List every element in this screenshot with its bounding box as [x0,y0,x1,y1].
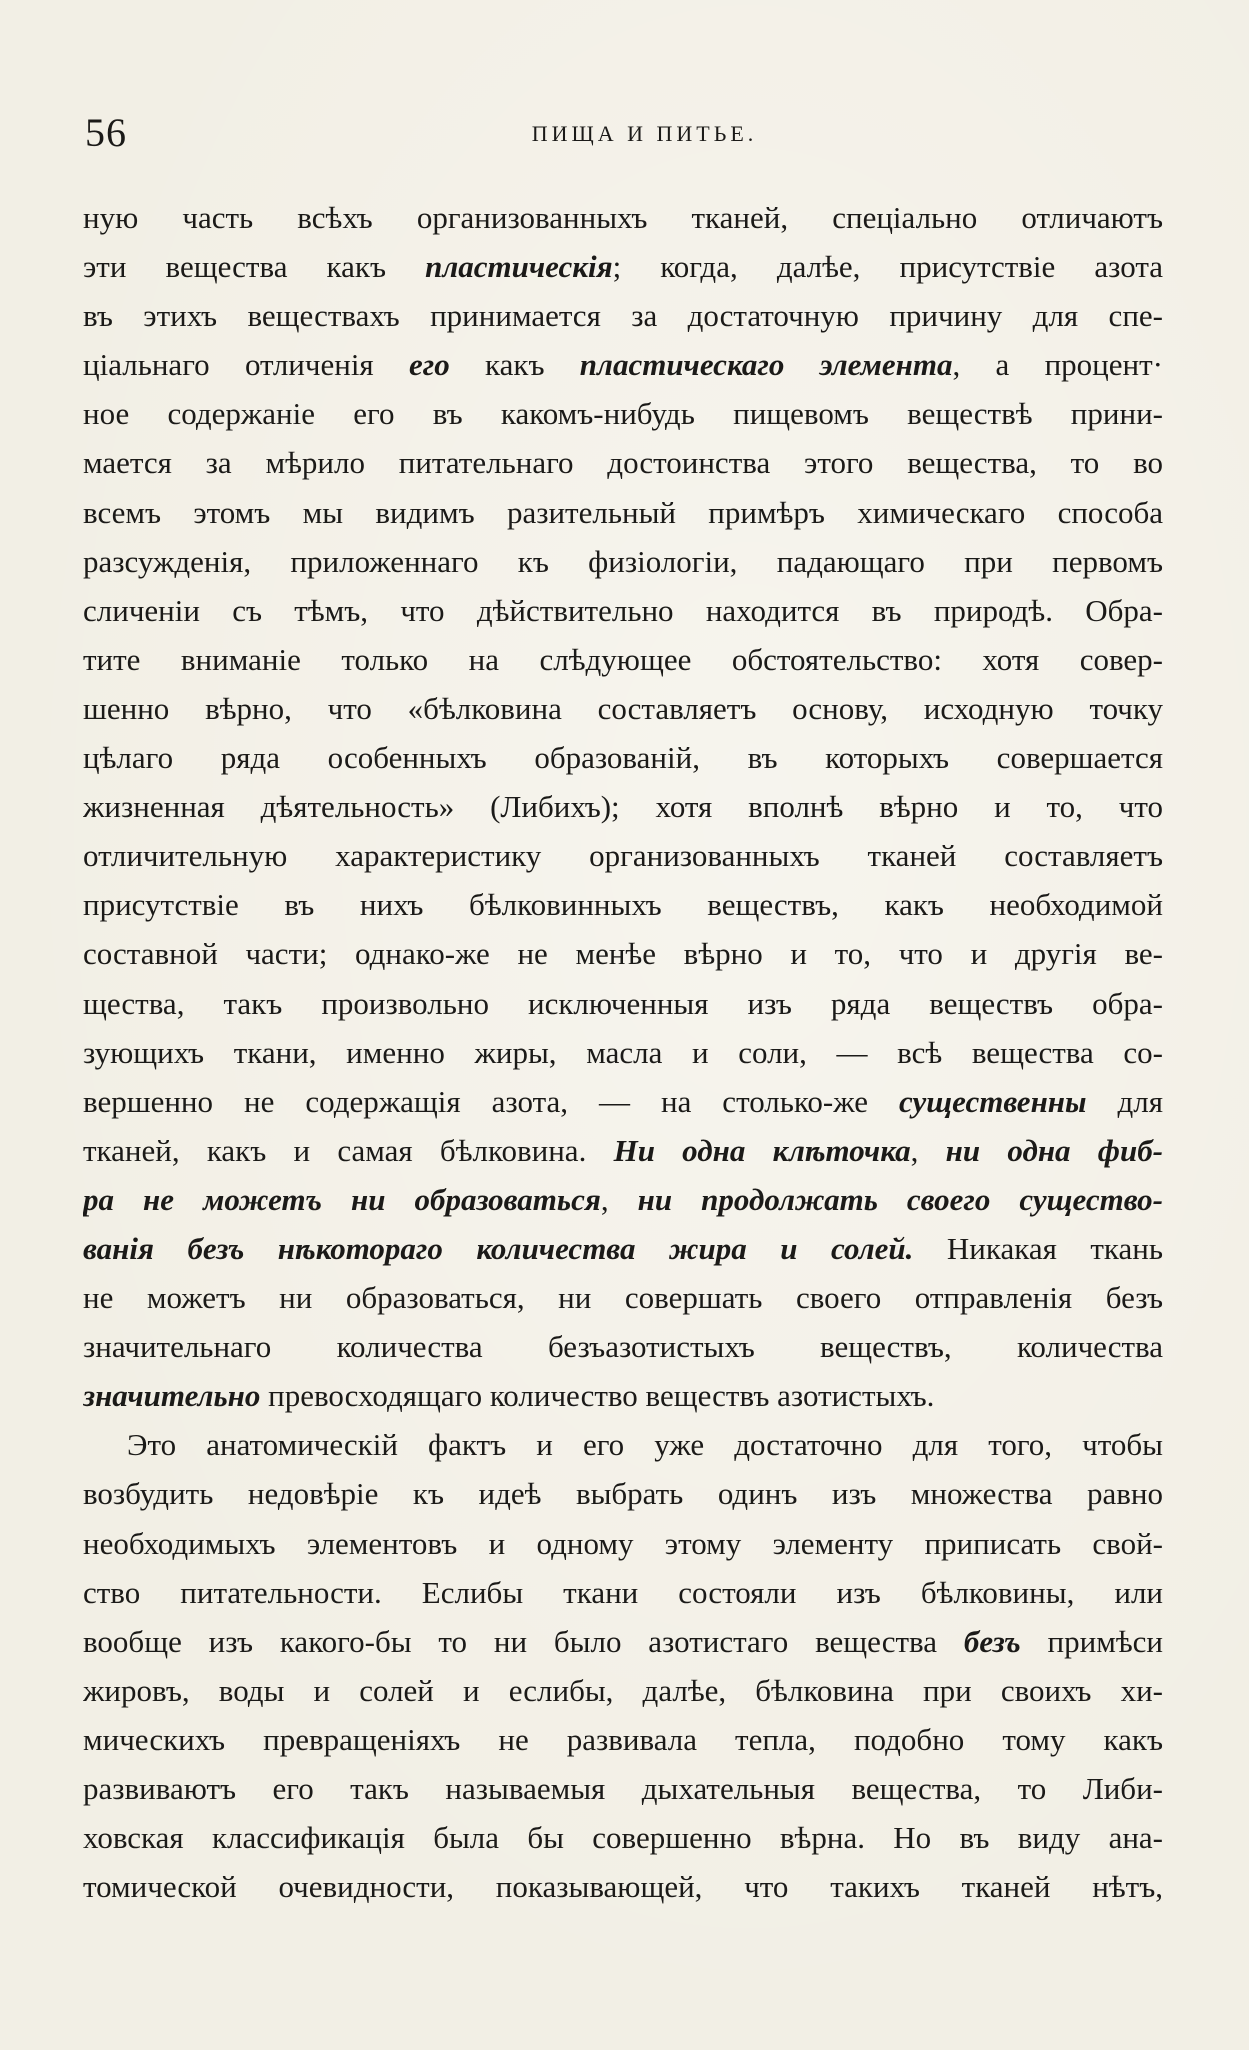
text-line: ство питательности. Еслибы ткани состояли изъ бѣлковины, или [83,1574,1163,1610]
text-line: вообще изъ какого-бы то ни было азотистаго вещества безъ примѣси [83,1623,1163,1659]
text-line: отличительную характеристику организованныхъ тканей составляетъ [83,838,1163,874]
emphasis: пластическія [425,249,613,285]
text-line: тите вниманіе только на слѣдующее обстоятельство: хотя совер- [83,641,1163,677]
text-line: тканей, какъ и самая бѣлковина. Ни одна клѣточка, ни одна фиб- [83,1132,1163,1168]
emphasis: пластическаго элемента [579,347,953,383]
text-line: мическихъ превращеніяхъ не развивала тепла, подобно тому какъ [83,1721,1163,1757]
emphasis: существенны [898,1083,1087,1119]
text-line: ное содержаніе его въ какомъ-нибудь пищевомъ веществѣ прини- [83,396,1163,432]
text-line: жировъ, воды и солей и еслибы, далѣе, бѣлковина при своихъ хи- [83,1672,1163,1708]
text-line: жизненная дѣятельность» (Либихъ); хотя вполнѣ вѣрно и то, что [83,789,1163,825]
text-line: сличеніи съ тѣмъ, что дѣйствительно находится въ природѣ. Обра- [83,592,1163,628]
text-line: разсужденія, приложеннаго къ физіологіи, падающаго при первомъ [83,543,1163,579]
text-line: вершенно не содержащія азота, — на столько-же существенны для [83,1083,1163,1119]
text-line: присутствіе въ нихъ бѣлковинныхъ веществъ, какъ необходимой [83,887,1163,923]
text-line: эти вещества какъ пластическія; когда, далѣе, присутствіе азота [83,249,1163,285]
text-line: цѣлаго ряда особенныхъ образованій, въ которыхъ совершается [83,740,1163,776]
text-line: мается за мѣрило питательнаго достоинства этого вещества, то во [83,445,1163,481]
text-line: ра не можетъ ни образоваться, ни продолжать своего существо- [83,1181,1163,1217]
text-line: необходимыхъ элементовъ и одному этому элементу приписать свой- [83,1525,1163,1561]
text-line: шенно вѣрно, что «бѣлковина составляетъ основу, исходную точку [83,690,1163,726]
emphasis: ра не можетъ ни образоваться [83,1181,601,1217]
text-line: ную часть всѣхъ организованныхъ тканей, спеціально отличаютъ [83,200,1163,235]
text-line: ванія безъ нѣкотораго количества жира и солей. Никакая ткань [83,1230,1163,1266]
emphasis: ни одна фиб- [945,1132,1163,1168]
text-line: ховская классификація была бы совершенно вѣрна. Но въ виду ана- [83,1820,1163,1856]
text-line: ціальнаго отличенія его какъ пластическаго элемента, а процент· [83,347,1163,383]
page-number: 56 [85,110,127,155]
text-line: значительнаго количества безъазотистыхъ веществъ, количества [83,1329,1163,1365]
text-line: значительно превосходящаго количество веществъ азотистыхъ. [83,1378,935,1414]
text-line: возбудить недовѣріе къ идеѣ выбрать одинъ изъ множества равно [83,1476,1163,1512]
emphasis: безъ [963,1623,1021,1659]
text-line: не можетъ ни образоваться, ни совершать своего отправленія безъ [83,1280,1163,1316]
text-line: всемъ этомъ мы видимъ разительный примѣръ химическаго способа [83,494,1163,530]
emphasis: Ни одна клѣточка [613,1132,911,1168]
text-line: въ этихъ веществахъ принимается за достаточную причину для спе- [83,298,1163,334]
emphasis: ванія безъ нѣкотораго количества жира и солей. [83,1230,914,1266]
running-title: ПИЩА И ПИТЬЕ. [531,121,758,146]
body-text [83,193,1163,1911]
text-line: Это анатомическій фактъ и его уже достаточно для того, чтобы [127,1427,1163,1463]
text-line: щества, такъ произвольно исключенныя изъ ряда веществъ обра- [83,985,1163,1021]
emphasis: его [409,347,450,383]
text-line: развиваютъ его такъ называемыя дыхательныя вещества, то Либи- [83,1771,1163,1806]
emphasis: значительно [83,1378,261,1414]
text-line: зующихъ ткани, именно жиры, масла и соли, — всѣ вещества со- [83,1034,1163,1070]
emphasis: ни продолжать своего существо- [637,1181,1163,1217]
page-header [85,108,1164,158]
text-line: составной части; однако-же не менѣе вѣрно и то, что и другія ве- [83,936,1163,972]
text-line: томической очевидности, показывающей, что такихъ тканей нѣтъ, [83,1869,1163,1905]
